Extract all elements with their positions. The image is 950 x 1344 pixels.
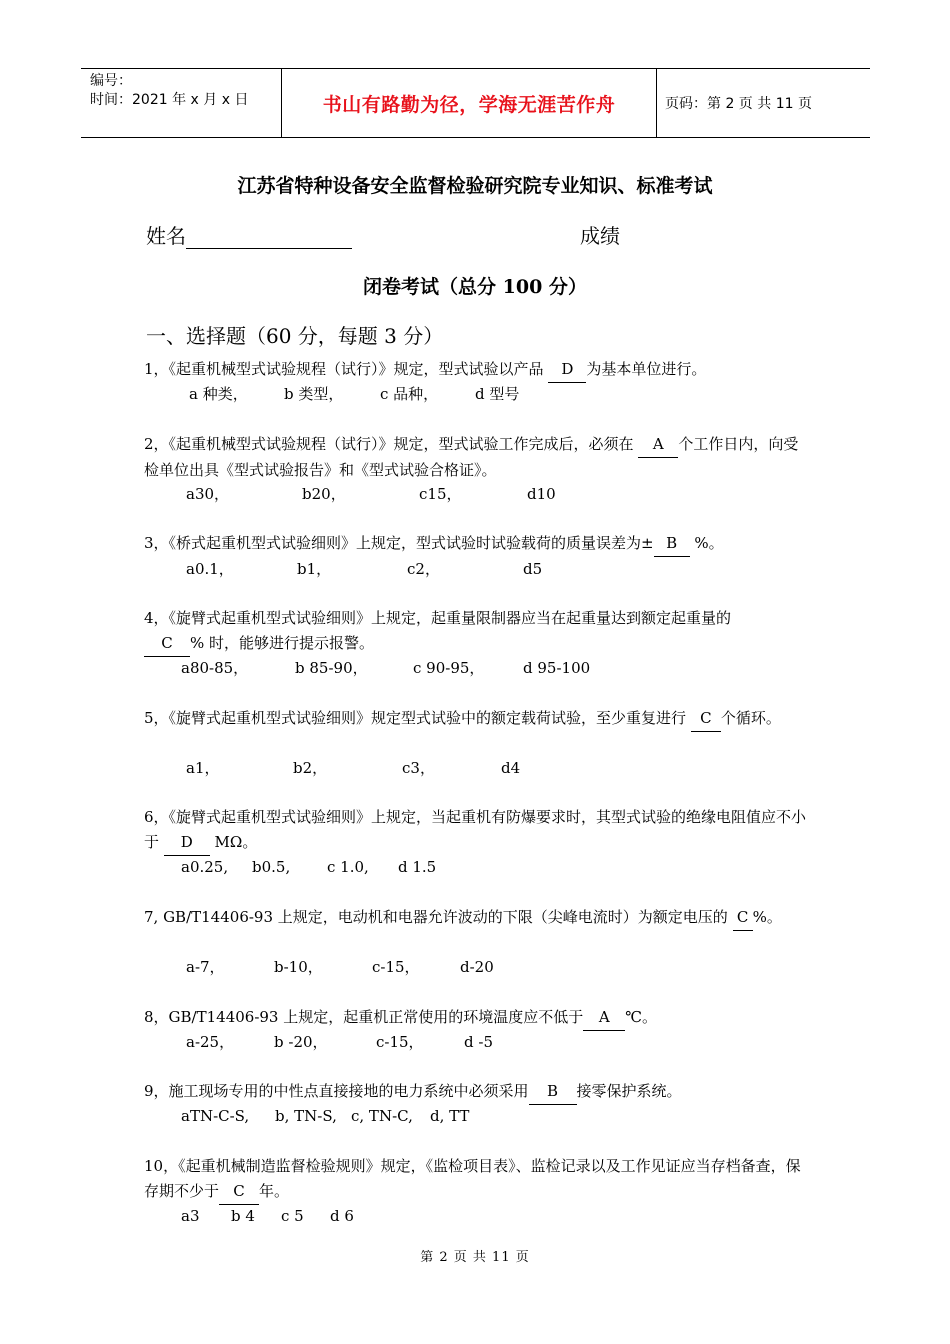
question-text: 9，施工现场专用的中性点直接接地的电力系统中必须采用 <box>144 1082 529 1100</box>
option-d[interactable]: d 型号 <box>475 385 520 403</box>
question-text-end: 年。 <box>259 1182 290 1200</box>
question-text: 2，《起重机械型式试验规程（试行）》规定，型式试验工作完成后，必须在 <box>144 435 639 453</box>
answer-blank[interactable]: B <box>654 531 690 557</box>
option-c[interactable]: c 1.0, <box>327 858 369 876</box>
question-text: 5，《旋臂式起重机型式试验细则》规定型式试验中的额定载荷试验，至少重复进行 <box>144 709 691 727</box>
option-c[interactable]: c2， <box>407 560 440 578</box>
question-text: 3，《桥式起重机型式试验细则》上规定，型式试验时试验载荷的质量误差为± <box>144 534 654 552</box>
question-8 <box>144 1005 809 1031</box>
question-7 <box>144 905 809 931</box>
option-a[interactable]: a 种类， <box>189 385 248 403</box>
answer-blank[interactable]: A <box>638 432 678 458</box>
answer-blank[interactable]: D <box>548 357 586 383</box>
question-text-end: ℃。 <box>625 1008 658 1026</box>
question-9 <box>144 1079 809 1105</box>
option-a[interactable]: a30， <box>186 485 230 503</box>
answer-blank[interactable]: C <box>219 1179 259 1205</box>
question-10 <box>144 1154 809 1205</box>
question-text-end: %。 <box>689 534 724 552</box>
option-d[interactable]: d5 <box>523 560 543 578</box>
option-b[interactable]: b 85-90， <box>295 659 368 677</box>
option-c[interactable]: c15， <box>419 485 462 503</box>
header-meta <box>81 69 281 137</box>
question-text: 10，《起重机械制造监督检验规则》规定，《监检项目表》、监检记录以及工作见证应当存档备查，保存期不少于 <box>144 1157 801 1200</box>
option-a[interactable]: a0.25, <box>181 858 229 876</box>
document-date: 时间：2021 年 x 月 x 日 <box>90 92 249 108</box>
option-c[interactable]: c 品种， <box>380 385 439 403</box>
option-d[interactable]: d -5 <box>464 1033 493 1051</box>
question-text-end: % 时，能够进行提示报警。 <box>190 634 375 652</box>
header-motto: 书山有路勤为径，学海无涯苦作舟 <box>281 69 657 137</box>
option-c[interactable]: c3， <box>402 759 435 777</box>
option-c[interactable]: c, TN-C, <box>351 1107 413 1125</box>
question-text-end: %。 <box>752 908 782 926</box>
option-b[interactable]: b1， <box>297 560 332 578</box>
question-text-end: MΩ。 <box>209 833 258 851</box>
answer-blank[interactable]: C <box>733 905 753 931</box>
score-label: 成绩 <box>580 224 620 248</box>
question-text: 4，《旋臂式起重机型式试验细则》上规定，起重量限制器应当在起重量达到额定起重量的 <box>144 609 732 627</box>
option-b[interactable]: b, TN-S, <box>275 1107 337 1125</box>
page-header <box>81 68 870 138</box>
question-1 <box>144 357 809 383</box>
name-blank[interactable] <box>186 226 352 249</box>
question-text-end: 个工作日内，向受检单位出具《型式试验报告》和《型式试验合格证》。 <box>144 435 799 479</box>
option-c[interactable]: c-15， <box>376 1033 424 1051</box>
answer-blank[interactable]: C <box>691 706 721 732</box>
option-a[interactable]: aTN-C-S, <box>181 1107 250 1125</box>
question-text: 6，《旋臂式起重机型式试验细则》上规定，当起重机有防爆要求时，其型式试验的绝缘电阻值应不小于 <box>144 808 807 851</box>
option-a[interactable]: a80-85， <box>181 659 249 677</box>
option-d[interactable]: d-20 <box>460 958 494 976</box>
option-a[interactable]: a0.1， <box>186 560 234 578</box>
exam-title: 江苏省特种设备安全监督检验研究院专业知识、标准考试 <box>237 175 713 197</box>
option-d[interactable]: d, TT <box>430 1107 470 1125</box>
option-c[interactable]: c 5 <box>281 1207 304 1225</box>
question-2 <box>144 432 809 483</box>
option-b[interactable]: b0.5, <box>252 858 291 876</box>
option-a[interactable]: a-25， <box>186 1033 235 1051</box>
page-footer: 第 2 页 共 11 页 <box>420 1250 530 1265</box>
header-page-info: 页码：第 2 页 共 11 页 <box>665 96 812 112</box>
option-b[interactable]: b-10， <box>274 958 323 976</box>
option-c[interactable]: c-15， <box>372 958 420 976</box>
answer-blank[interactable]: A <box>583 1005 625 1031</box>
option-b[interactable]: b -20， <box>274 1033 328 1051</box>
option-d[interactable]: d 6 <box>330 1207 354 1225</box>
exam-type: 闭卷考试（总分 100 分） <box>363 276 587 298</box>
option-b[interactable]: b 类型， <box>284 385 344 403</box>
name-label: 姓名 <box>146 224 186 248</box>
option-a[interactable]: a-7， <box>186 958 225 976</box>
question-5 <box>144 706 809 732</box>
option-c[interactable]: c 90-95， <box>413 659 485 677</box>
question-text-end: 接零保护系统。 <box>576 1082 682 1100</box>
answer-blank[interactable]: C <box>144 631 190 657</box>
option-d[interactable]: d10 <box>527 485 556 503</box>
question-text: 1，《起重机械型式试验规程（试行）》规定，型式试验以产品 <box>144 360 549 378</box>
option-b[interactable]: b2， <box>293 759 328 777</box>
answer-blank[interactable]: D <box>164 830 210 856</box>
option-b[interactable]: b20， <box>302 485 346 503</box>
question-4 <box>144 606 764 657</box>
question-text-end: 个循环。 <box>720 709 781 727</box>
option-a[interactable]: a3 <box>181 1207 200 1225</box>
option-a[interactable]: a1， <box>186 759 220 777</box>
question-3 <box>144 531 809 557</box>
option-d[interactable]: d 1.5 <box>398 858 437 876</box>
option-d[interactable]: d4 <box>501 759 521 777</box>
name-field <box>146 220 352 249</box>
question-text: 8，GB/T14406-93 上规定，起重机正常使用的环境温度应不低于 <box>144 1008 584 1026</box>
option-d[interactable]: d 95-100 <box>523 659 591 677</box>
section-title: 一、选择题（60 分，每题 3 分） <box>146 324 444 348</box>
document-number-label: 编号： <box>90 73 132 89</box>
question-text: 7, GB/T14406-93 上规定，电动机和电器允许波动的下限（尖峰电流时）为额定电压的 <box>144 908 733 926</box>
answer-blank[interactable]: B <box>529 1079 577 1105</box>
question-text-end: 为基本单位进行。 <box>586 360 707 378</box>
option-b[interactable]: b 4 <box>231 1207 255 1225</box>
question-6 <box>144 805 809 856</box>
